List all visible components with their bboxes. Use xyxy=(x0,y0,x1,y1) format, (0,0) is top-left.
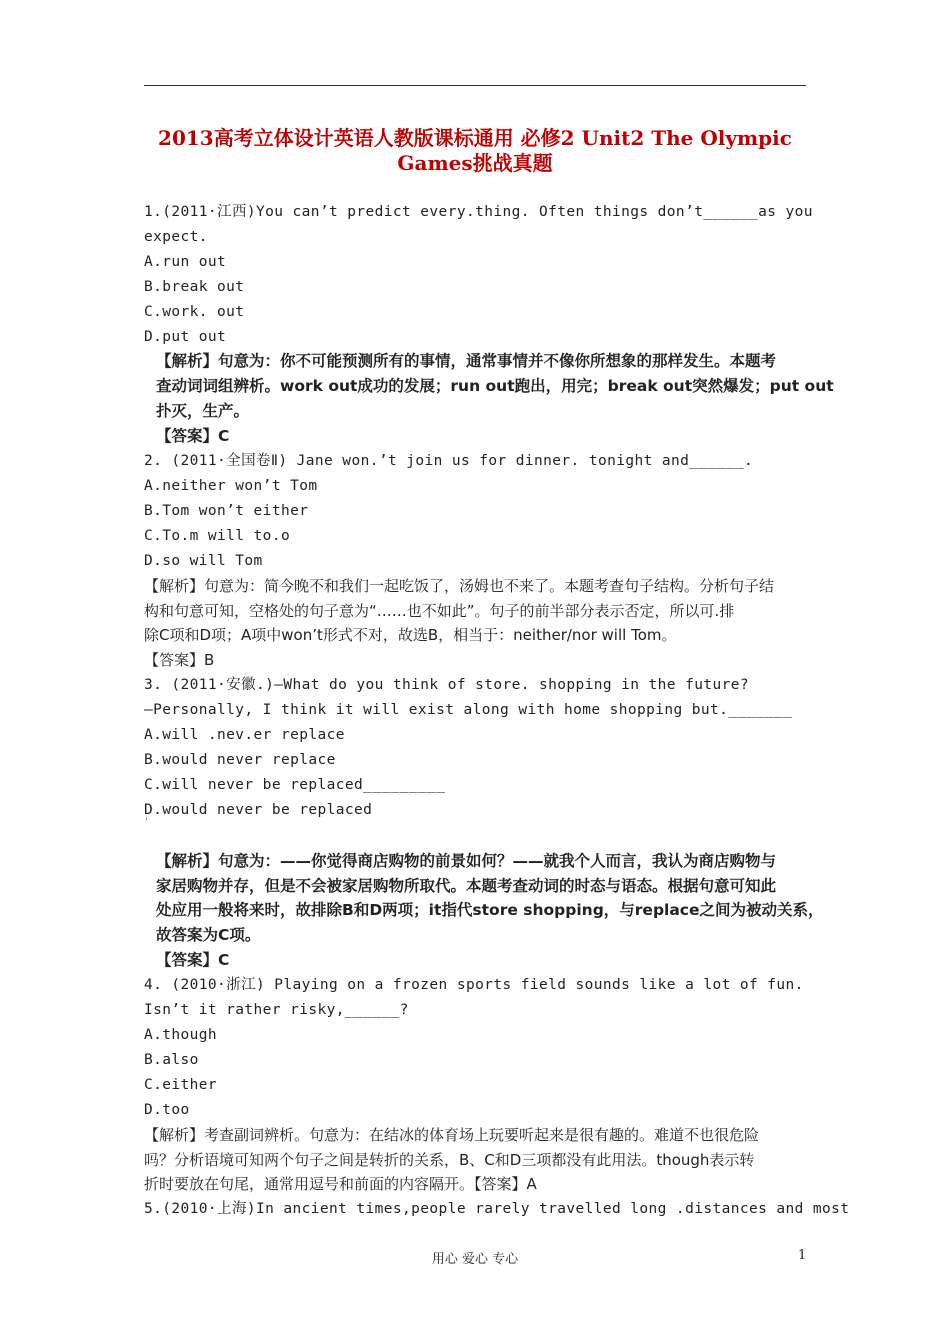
analysis-text: 查动词词组辨析。work out成功的发展；run out跑出，用完；break out突然爆发；put out xyxy=(156,377,834,396)
option-b: B.Tom won’t either xyxy=(144,502,309,519)
question-stem: Isn’t it rather risky,______? xyxy=(144,1002,409,1019)
option-c: C.will never be replaced_________ xyxy=(144,776,446,793)
document-title: 2013高考立体设计英语人教版课标通用 必修2 Unit2 The Olympic Games挑战真题 xyxy=(158,126,792,175)
option-a: A.will .nev.er replace xyxy=(144,727,345,744)
header-rule xyxy=(144,85,806,86)
analysis-text: 【解析】句意为：简今晚不和我们一起吃饭了，汤姆也不来了。本题考查句子结构。分析句子结 xyxy=(144,576,775,595)
analysis-text: 故答案为C项。 xyxy=(156,926,261,945)
question-5 xyxy=(144,1197,850,1222)
analysis-text: 除C项和D项；A项中won’t形式不对，故选B，相当于：neither/nor will Tom。 xyxy=(144,626,677,645)
analysis-text: 折时要放在句尾，通常用逗号和前面的内容隔开。【答案】A xyxy=(144,1175,537,1194)
question-2 xyxy=(144,449,808,673)
answer-text: 【答案】C xyxy=(156,951,230,970)
question-stem: —Personally, I think it will exist along with home shopping but._______ xyxy=(144,702,793,719)
analysis-text: 【解析】句意为：你不可能预测所有的事情，通常事情并不像你所想象的那样发生。本题考 xyxy=(156,352,777,371)
option-c: C.work. out xyxy=(144,303,245,320)
question-stem: 5.(2010·上海)In ancient times,people rarely travelled long .distances and most xyxy=(144,1201,850,1218)
option-d: D.would never be replaced xyxy=(144,801,373,818)
page-number: 1 xyxy=(798,1248,807,1263)
option-b: B.would never replace xyxy=(144,751,336,768)
option-b: B.also xyxy=(144,1051,199,1068)
question-stem: 3. (2011·安徽.)—What do you think of store. shopping in the future? xyxy=(144,677,749,694)
analysis-text: 处应用一般将来时，故排除B和D两项；it指代store shopping，与replace之间为被动关系， xyxy=(156,901,824,920)
question-3 xyxy=(144,673,824,973)
stray-mark: ' xyxy=(144,816,150,827)
answer-text: 【答案】C xyxy=(156,427,230,446)
answer-text: 【答案】B xyxy=(144,651,215,670)
analysis-text: 扑灭，生产。 xyxy=(156,402,250,421)
option-a: A.run out xyxy=(144,253,227,270)
option-d: D.put out xyxy=(144,328,227,345)
document-body xyxy=(144,200,850,1222)
analysis-text: 构和句意可知，空格处的句子意为“……也不如此”。句子的前半部分表示否定，所以可.排 xyxy=(144,601,735,620)
option-a: A.neither won’t Tom xyxy=(144,477,318,494)
question-stem: expect. xyxy=(144,228,208,245)
analysis-text: 吗？分析语境可知两个句子之间是转折的关系，B、C和D三项都没有此用法。though表示转 xyxy=(144,1150,755,1169)
question-stem: 1.(2011·江西)You can’t predict every.thing. Often things don’t______as you xyxy=(144,204,813,220)
page-footer: 用心 爱心 专心 xyxy=(431,1252,519,1267)
option-c: C.To.m will to.o xyxy=(144,527,291,544)
question-1 xyxy=(144,200,834,449)
analysis-text: 【解析】考查副词辨析。句意为：在结冰的体育场上玩要听起来是很有趣的。难道不也很危险 xyxy=(144,1125,760,1144)
question-stem: 4. (2010·浙江) Playing on a frozen sports field sounds like a lot of fun. xyxy=(144,977,804,994)
option-a: A.though xyxy=(144,1027,218,1043)
option-d: D.so will Tom xyxy=(144,552,263,569)
analysis-text: 家居购物并存，但是不会被家居购物所取代。本题考查动词的时态与语态。根据句意可知此 xyxy=(156,876,777,895)
option-b: B.break out xyxy=(144,278,245,295)
question-4 xyxy=(144,973,808,1197)
option-c: C.either xyxy=(144,1076,218,1093)
question-stem: 2. (2011·全国卷Ⅱ) Jane won.’t join us for dinner. tonight and______. xyxy=(144,453,754,470)
analysis-text: 【解析】句意为：——你觉得商店购物的前景如何？——就我个人而言，我认为商店购物与 xyxy=(156,851,777,870)
option-d: D.too xyxy=(144,1101,190,1118)
